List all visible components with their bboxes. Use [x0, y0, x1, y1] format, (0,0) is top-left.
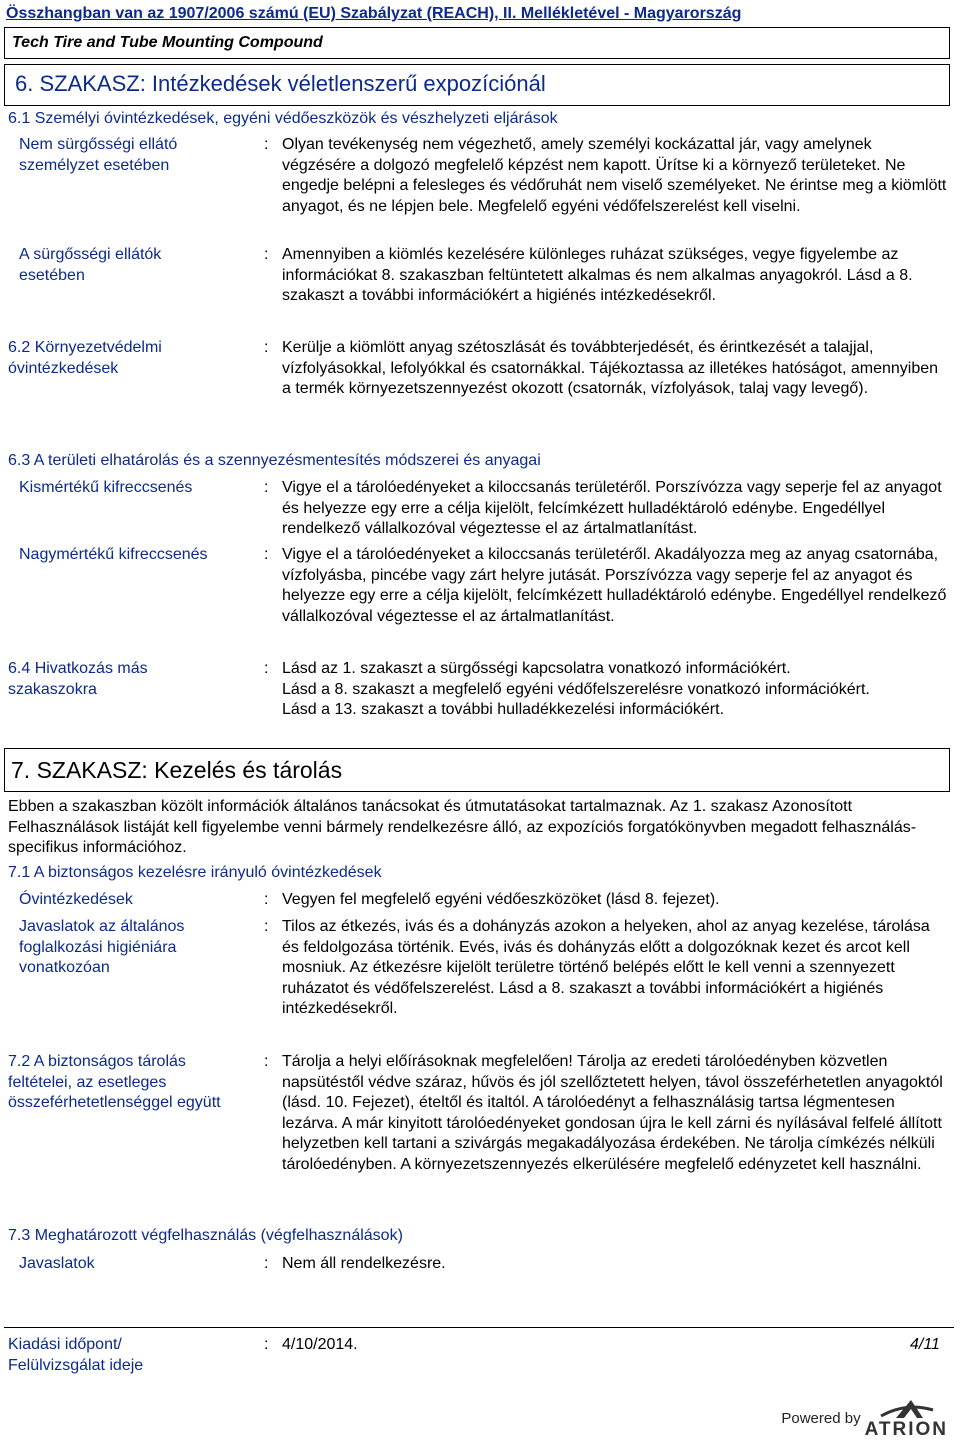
text-recommendations: Nem áll rendelkezésre. — [282, 1255, 446, 1272]
colon: : — [264, 918, 269, 935]
colon: : — [264, 546, 269, 563]
footer-page-number: 4/11 — [910, 1336, 940, 1353]
section-6-header — [4, 64, 950, 106]
footer-label-line: Felülvizsgálat ideje — [8, 1356, 144, 1374]
product-name: Tech Tire and Tube Mounting Compound — [12, 34, 323, 51]
colon: : — [264, 891, 269, 908]
label-emergency: A sürgősségi ellátók esetében — [19, 246, 162, 284]
atrion-swoosh-icon — [871, 1398, 941, 1420]
label-6-2: 6.2 Környezetvédelmi óvintézkedések — [8, 339, 162, 377]
colon: : — [264, 339, 269, 356]
reference-line: Lásd az 1. szakaszt a sürgősségi kapcsolatra vonatkozó információkért. — [282, 660, 791, 677]
label-large-spill: Nagymértékű kifreccsenés — [19, 546, 208, 563]
label-7-2: 7.2 A biztonságos tárolás feltételei, az esetleges összeférhetetlenséggel együtt — [8, 1053, 221, 1112]
colon: : — [264, 136, 269, 153]
footer-date: 4/10/2014. — [282, 1336, 358, 1353]
colon: : — [264, 660, 269, 677]
text-hygiene: Tilos az étkezés, ivás és a dohányzás azokon a helyeken, ahol az anyag kezelése, tárolása és feldolgozása történik. Evés, ivás és dohányzás előtt a dolgozóknak kezet és arcot kell mosniuk. Az étkezésre kijelölt területre történő belépés előtt le kell venni a szennyezett ruházatot és védőfelszerelést. Lásd a 8. szakaszt a további információkért a higiénés intézkedésekről. — [282, 918, 930, 1018]
product-name-box — [4, 27, 950, 59]
text-emergency: Amennyiben a kiömlés kezelésére különleges ruházat szükséges, vegye figyelembe az információkat 8. szakaszban feltüntetett alkalmas és nem alkalmas anyagokról. Lásd a 8. szakaszt a további információkért a higiénés intézkedésekről. — [282, 246, 913, 305]
colon: : — [264, 1255, 269, 1272]
label-small-spill: Kismértékű kifreccsenés — [19, 479, 193, 496]
text-large-spill: Vigye el a tárolóedényeket a kiloccsanás területéről. Akadályozza meg az anyag csatornába, vízfolyásba, pincébe vagy zárt helyre jutását. Porszívózza vagy seperje fel az anyagot és helyezze egy erre a célja kijelölt, felcímkézett hulladéktároló edénybe. Engedéllyel rendelkező vállalkozóval végeztesse el az ártalmatlanítást. — [282, 546, 947, 625]
label-6-4: 6.4 Hivatkozás más szakaszokra — [8, 660, 148, 698]
section-7-intro: Ebben a szakaszban közölt információk általános tanácsokat és útmutatásokat tartalmaznak. Az 1. szakasz Azonosított Felhasználások listáját kell figyelembe venni bármely rendelkezésre álló, az expozíciós forgatókönyvben megadott felhasználás-specifikus információhoz. — [8, 798, 917, 857]
text-non-emergency: Olyan tevékenység nem végezhető, amely személyi kockázattal jár, vagy amelynek végzésére a dolgozó megfelelő képzést nem kapott. Ürítse ki a környező területeket. Ne engedje belépni a felesleges és védőruhát nem viselő személyeket. Ne érintse meg a kiömlött anyagot, és ne lépjen bele. Megfelelő egyéni védőfelszerelést kell viselni. — [282, 136, 947, 215]
label-precautions: Óvintézkedések — [19, 891, 133, 908]
footer-date-label — [8, 1335, 238, 1376]
text-precautions: Vegyen fel megfelelő egyéni védőeszközöket (lásd 8. fejezet). — [282, 891, 720, 908]
subsection-7-1-title: 7.1 A biztonságos kezelésre irányuló óvintézkedések — [8, 864, 382, 881]
atrion-brand-text: ATRION — [864, 1419, 948, 1440]
text-6-2: Kerülje a kiömlött anyag szétoszlását és továbbterjedését, és érintkezését a talajjal, vízfolyásokkal, lefolyókkal és csatornákkal. Tájékoztassa az illetékes hatóságot, amennyiben a termék környezetszennyezést okozott (csatornák, vízfolyások, talaj vagy levegő). — [282, 339, 939, 398]
text-6-4 — [282, 659, 947, 721]
text-small-spill: Vigye el a tárolóedényeket a kiloccsanás területéről. Porszívózza vagy seperje fel az anyagot és helyezze egy erre a célja kijelölt, felcímkézett hulladéktároló edénybe. Engedéllyel rendelkező vállalkozóval végeztesse el az ártalmatlanítást. — [282, 479, 942, 538]
section-7-header — [4, 748, 950, 792]
label-recommendations: Javaslatok — [19, 1255, 95, 1272]
label-non-emergency: Nem sürgősségi ellátó személyzet esetében — [19, 136, 178, 174]
powered-by-text: Powered by — [781, 1410, 861, 1427]
section-7-title: 7. SZAKASZ: Kezelés és tárolás — [11, 757, 343, 783]
reference-line: Lásd a 8. szakaszt a megfelelő egyéni védőfelszerelésre vonatkozó információkért. — [282, 680, 870, 698]
footer-label-line: Kiadási időpont/ — [8, 1336, 122, 1353]
subsection-6-1-title: 6.1 Személyi óvintézkedések, egyéni védőeszközök és vészhelyzeti eljárások — [8, 110, 558, 127]
footer-divider — [4, 1327, 954, 1328]
subsection-7-3-title: 7.3 Meghatározott végfelhasználás (végfelhasználások) — [8, 1227, 403, 1244]
colon: : — [264, 479, 269, 496]
colon: : — [264, 1336, 269, 1353]
subsection-6-3-title: 6.3 A területi elhatárolás és a szennyezésmentesítés módszerei és anyagai — [8, 452, 541, 469]
label-hygiene: Javaslatok az általános foglalkozási higiéniára vonatkozóan — [19, 918, 185, 977]
colon: : — [264, 246, 269, 263]
reference-line: Lásd a 13. szakaszt a további hulladékkezelési információkért. — [282, 701, 725, 719]
regulation-header: Összhangban van az 1907/2006 számú (EU) Szabályzat (REACH), II. Mellékletével - Magyarország — [6, 5, 742, 22]
section-6-title: 6. SZAKASZ: Intézkedések véletlenszerű expozíciónál — [15, 71, 546, 96]
text-7-2: Tárolja a helyi előírásoknak megfelelően! Tárolja az eredeti tárolóedényben közvetlen napsütéstől védve száraz, hűvös és jól szellőztetett helyen, távol összeférhetetlen anyagoktól (lásd. 10. Fejezet), ételtől és italtól. A tárolóedényt a felhasználásig tartsa légmentesen lezárva. A már kinyitott tárolóedényeket gondosan újra le kell zárni és nyílásával felfelé állított helyzetben kell tartani a szivárgás megakadályozása érdekében. Ne tárolja címkézés nélküli tárolóedényben. A környezetszennyezés elkerülésére megfelelő edényzetet kell használni. — [282, 1053, 943, 1173]
atrion-logo — [781, 1398, 948, 1440]
colon: : — [264, 1053, 269, 1070]
